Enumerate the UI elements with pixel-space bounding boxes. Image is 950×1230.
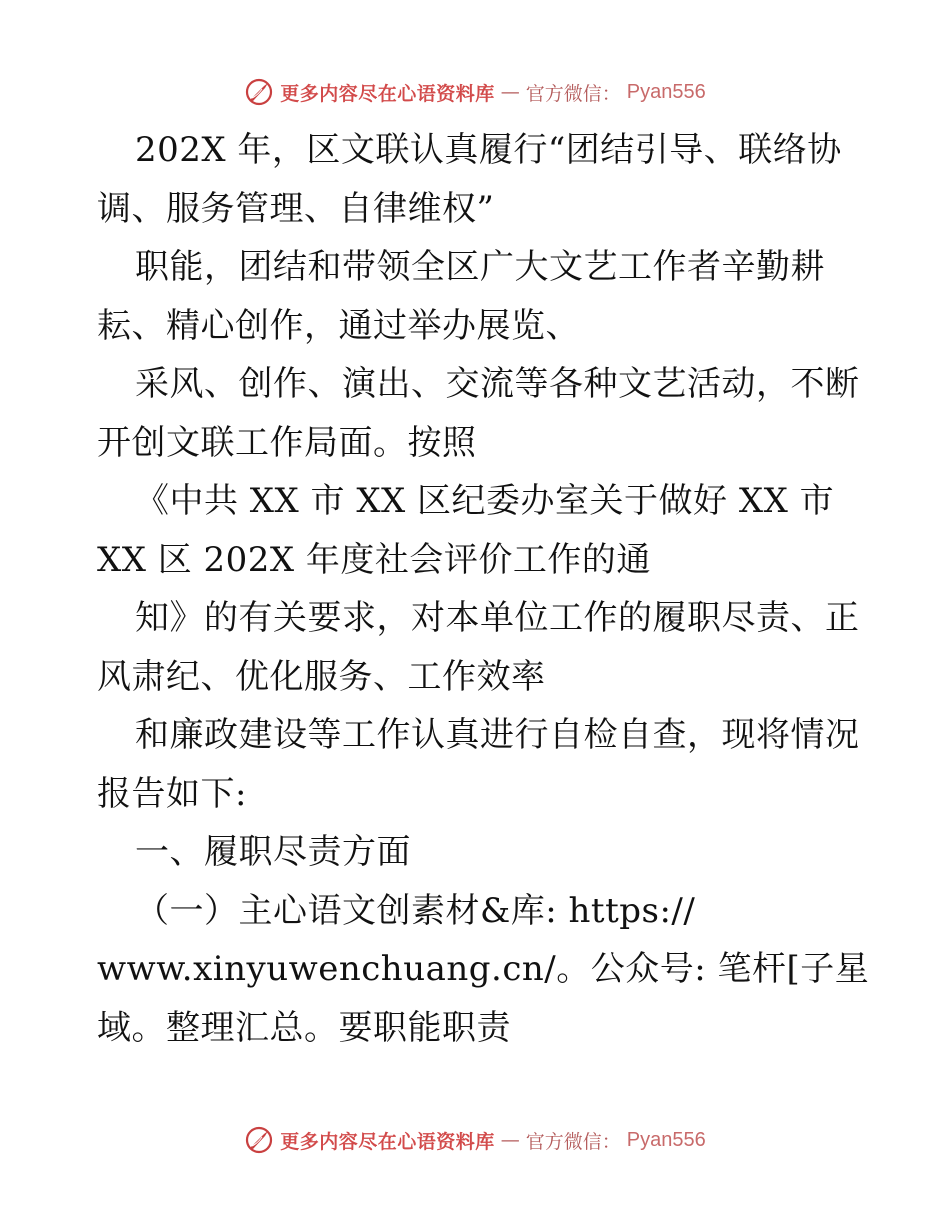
text-line: 开创文联工作局面。按照 xyxy=(97,422,477,463)
subsection-heading: （一）主心语文创素材&库: https:// xyxy=(135,890,696,931)
text-line: 风肃纪、优化服务、工作效率 xyxy=(97,656,546,697)
text-line: 调、服务管理、自律维权” xyxy=(97,188,495,229)
document-body xyxy=(97,121,877,1057)
text-line: 职能，团结和带领全区广大文艺工作者辛勤耕 xyxy=(135,247,825,287)
banner-wechat-id: Pyan556 xyxy=(626,1128,706,1151)
banner-wechat-label: 官方微信： xyxy=(525,1130,621,1153)
text-line: 耘、精心创作，通过举办展览、 xyxy=(97,305,580,346)
quill-logo-icon xyxy=(244,1125,274,1155)
banner-text: 更多内容尽在心语资料库 xyxy=(280,1130,495,1153)
banner-dash: — xyxy=(500,1129,520,1151)
text-line: 采风、创作、演出、交流等各种文艺活动，不断 xyxy=(135,364,860,404)
text-line: 域。整理汇总。要职能职责 xyxy=(97,1007,511,1048)
quill-logo-icon xyxy=(244,77,274,107)
text-line: 《中共 XX 市 XX 区纪委办室关于做好 XX 市 xyxy=(135,481,835,521)
footer-watermark-banner xyxy=(0,1118,950,1162)
banner-wechat-label: 官方微信： xyxy=(525,82,621,105)
text-line: www.xinyuwenchuang.cn/。公众号: 笔杆[子星 xyxy=(97,949,870,989)
banner-wechat-id: Pyan556 xyxy=(626,80,706,103)
header-watermark-banner xyxy=(0,70,950,114)
text-line: 报告如下: xyxy=(97,773,247,814)
text-line: 和廉政建设等工作认真进行自检自查，现将情况 xyxy=(135,715,860,755)
text-line: XX 区 202X 年度社会评价工作的通 xyxy=(97,539,651,580)
section-heading: 一、履职尽责方面 xyxy=(135,832,411,872)
banner-dash: — xyxy=(500,81,520,103)
banner-text: 更多内容尽在心语资料库 xyxy=(280,82,495,105)
text-line: 202X 年，区文联认真履行“团结引导、联络协 xyxy=(135,130,842,170)
text-line: 知》的有关要求，对本单位工作的履职尽责、正 xyxy=(135,598,860,638)
